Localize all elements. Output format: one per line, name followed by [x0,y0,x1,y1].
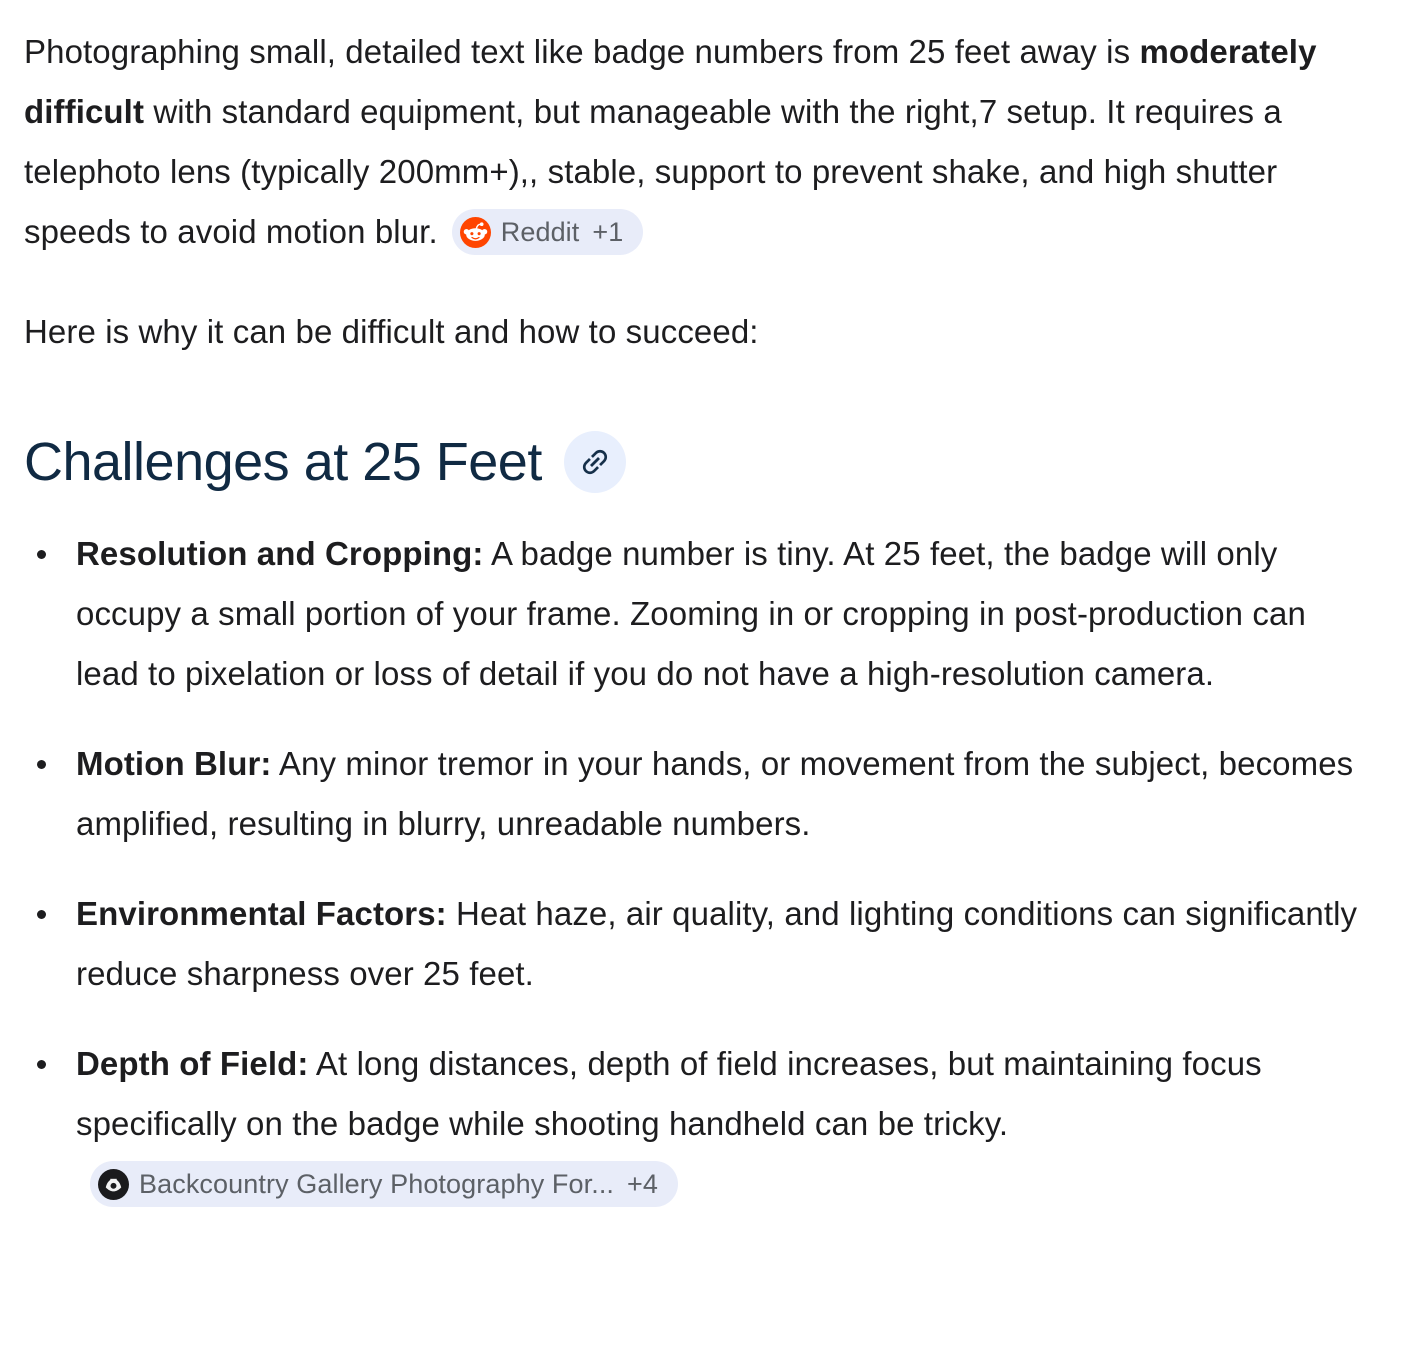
citation-source-label: Backcountry Gallery Photography For... [139,1168,615,1199]
section-heading [24,428,1384,496]
bullet-text: A badge number is tiny. At 25 feet, the badge will only occupy a small portion of your frame. Zooming in or cropping in post-production can lead to pixelation or loss of detail if you do not have a high-resolution camera. [76,535,1306,692]
backcountry-favicon [98,1169,129,1200]
lead-in-paragraph: Here is why it can be difficult and how to succeed: [24,313,759,350]
bullet-title: Depth of Field: [76,1045,309,1082]
bullet-title: Resolution and Cropping: [76,535,484,572]
bullet-text: At long distances, depth of field increases, but maintaining focus specifically on the badge while shooting handheld can be tricky. [76,1045,1262,1142]
intro-bold-text: moderately difficult [24,33,1317,130]
list-item-environmental [24,884,1369,1004]
citation-source-label: Reddit [500,216,580,247]
citation-chip-reddit[interactable] [452,209,644,255]
intro-text-before: Photographing small, detailed text like badge numbers from 25 feet away is [24,33,1140,70]
bullet-text: Any minor tremor in your hands, or movement from the subject, becomes amplified, resulting in blurry, unreadable numbers. [76,745,1354,842]
section-heading-text: Challenges at 25 Feet [24,432,542,492]
bullet-title: Motion Blur: [76,745,272,782]
intro-text-after: with standard equipment, but manageable with the right,7 setup. It requires a telephoto lens (typically 200mm+),, stable, support to prevent shake, and high shutter speeds to avoid motion blur. [24,93,1282,250]
bullet-title: Environmental Factors: [76,895,447,932]
intro-paragraph [24,22,1369,262]
citation-more-count: +1 [592,216,624,247]
list-item-resolution [24,524,1369,704]
citation-chip-backcountry[interactable] [90,1161,678,1207]
challenges-list [24,524,1369,1214]
reddit-icon [460,217,491,248]
section-anchor-link-button[interactable] [564,431,626,493]
list-item-motion-blur [24,734,1369,854]
link-icon [578,445,612,479]
citation-more-count: +4 [627,1168,659,1199]
list-item-depth-of-field [24,1034,1369,1214]
bullet-text: Heat haze, air quality, and lighting conditions can significantly reduce sharpness over 25 feet. [76,895,1358,992]
